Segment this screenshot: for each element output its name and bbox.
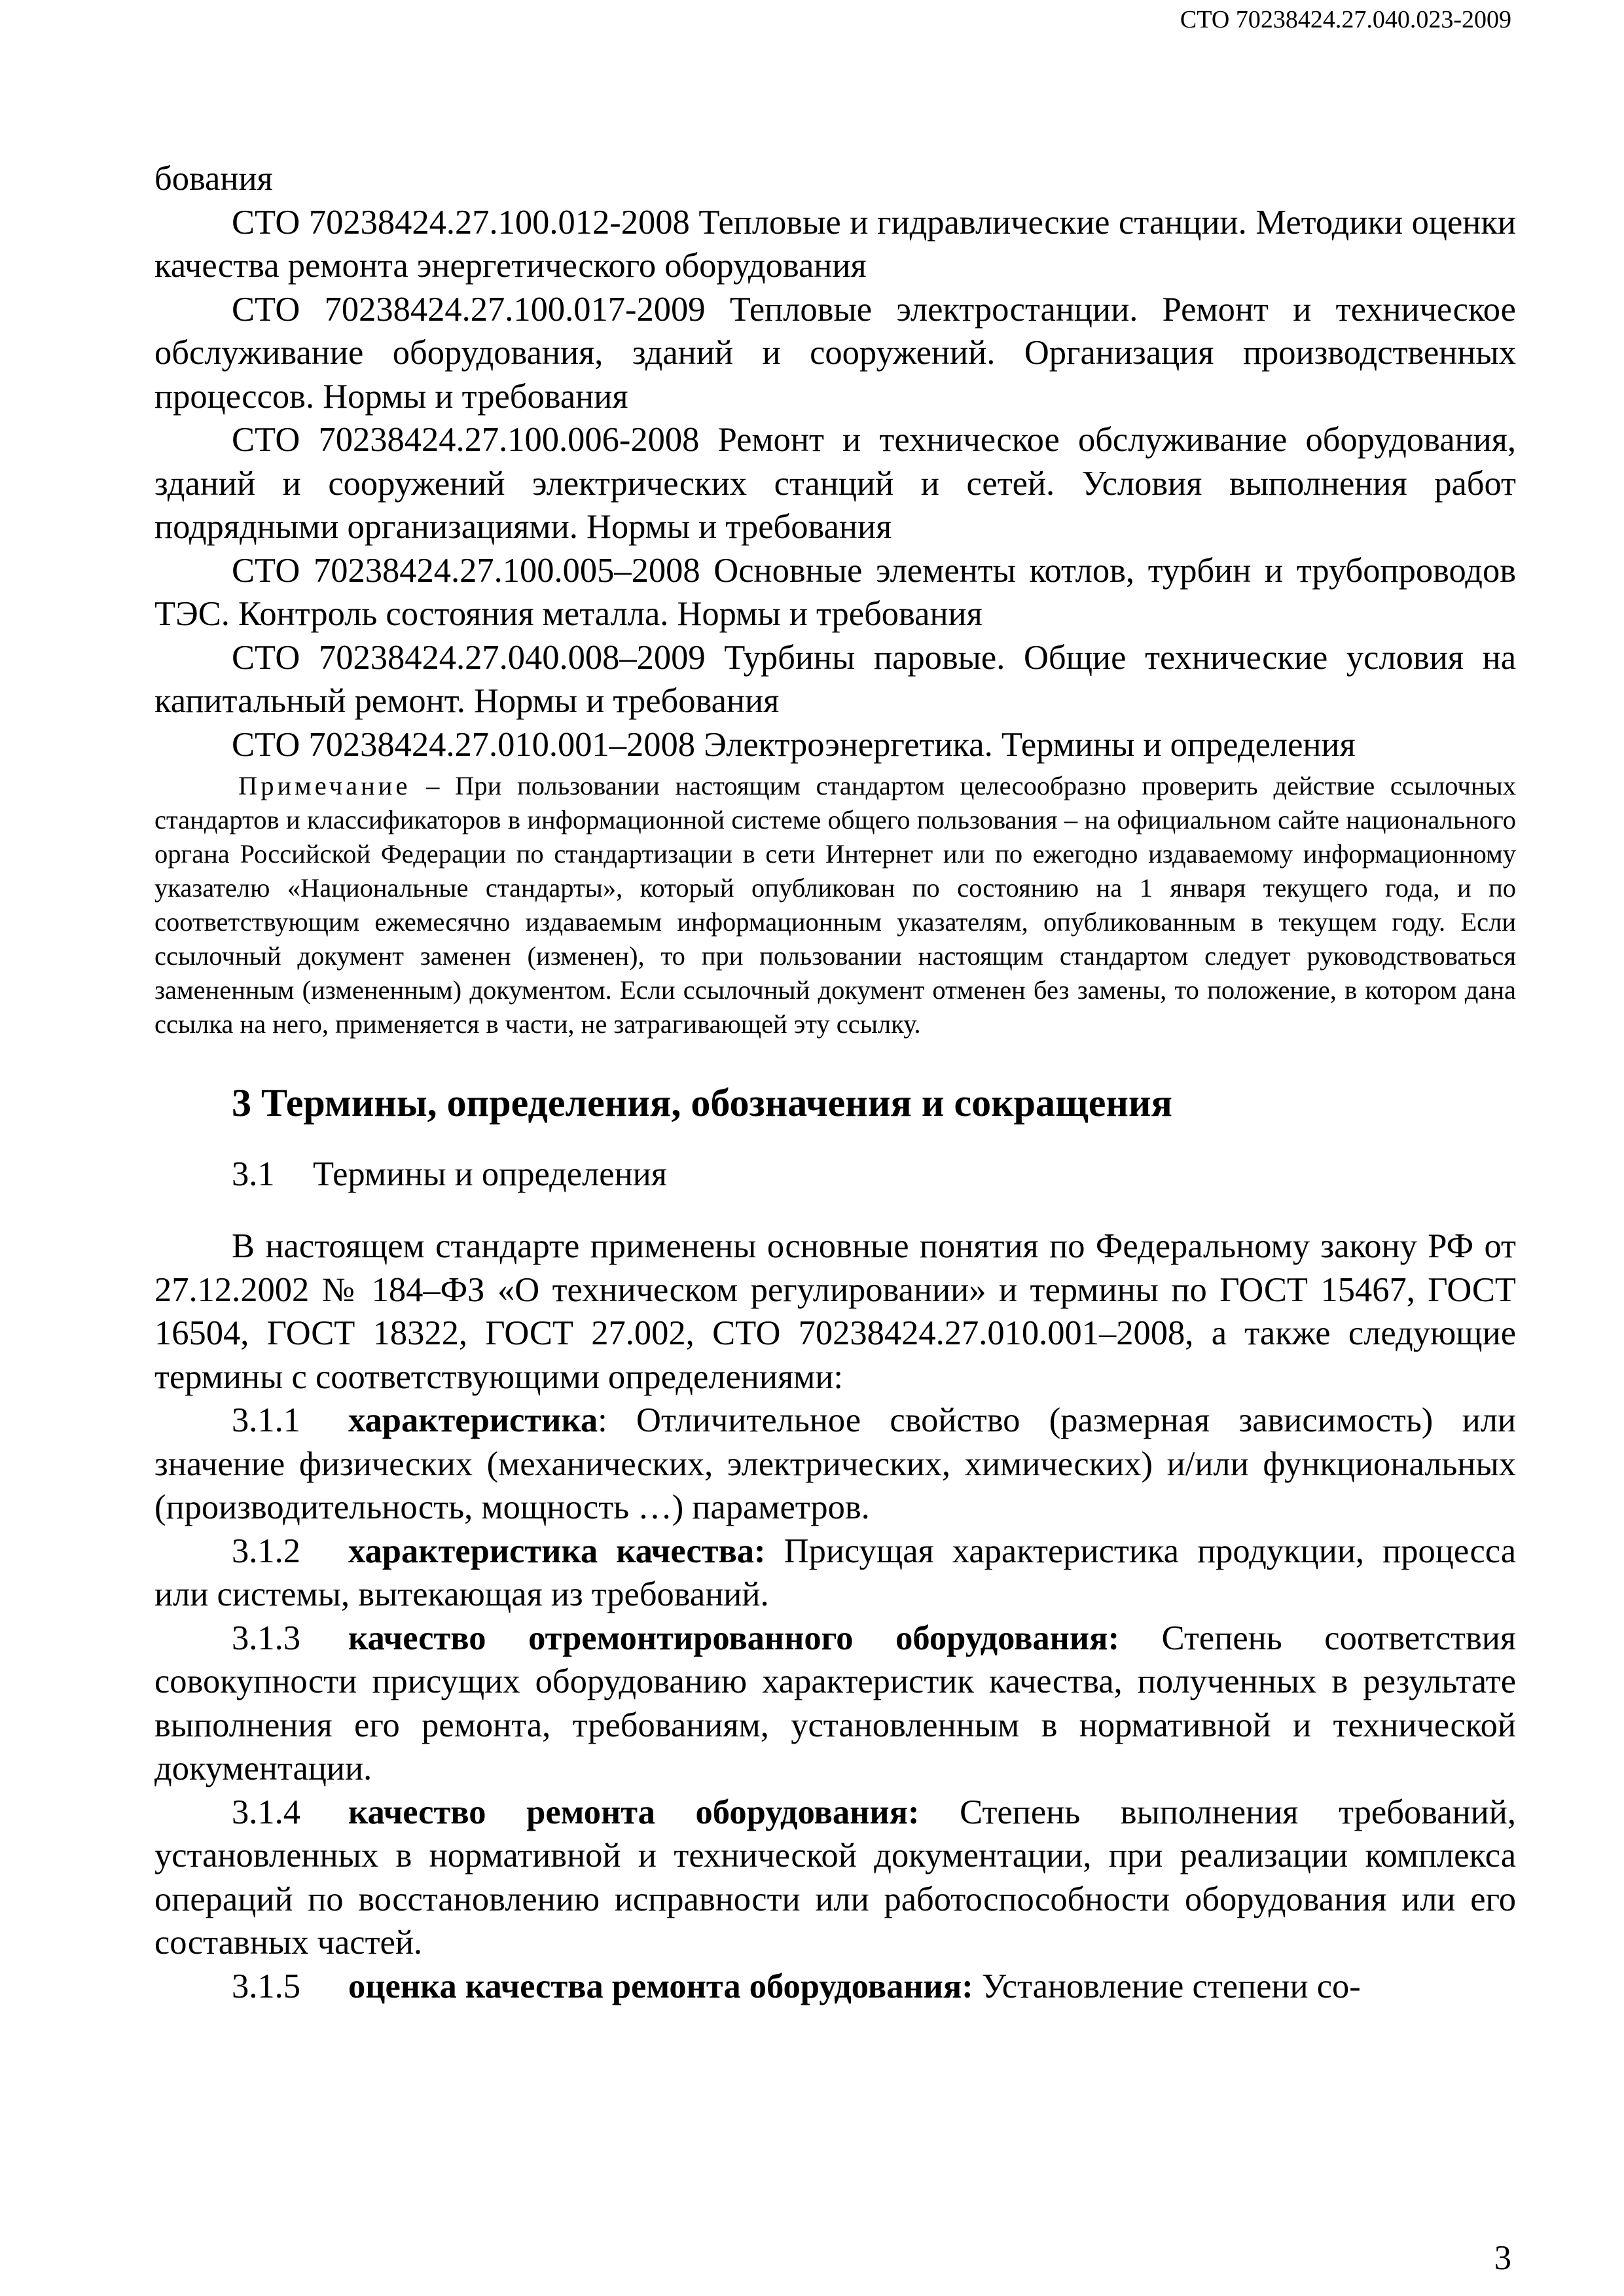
- term-name: качество отремонтированного оборудования:: [348, 1619, 1120, 1657]
- subsection-number: 3.1: [232, 1155, 275, 1193]
- term-number: 3.1.5: [232, 1967, 300, 2005]
- term-number: 3.1.4: [232, 1793, 300, 1831]
- document-code-header: СТО 70238424.27.040.023-2009: [1180, 6, 1511, 33]
- term-definition: [154, 1399, 1516, 1530]
- intro-paragraph: В настоящем стандарте применены основные понятия по Федеральному закону РФ от 27.12.2002 № 184–ФЗ «О техническом регулировании» и термины по ГОСТ 15467, ГОСТ 16504, ГОСТ 18322, ГОСТ 27.002, СТО 70238424.27.010.001–2008, а также следующие термины с соответствующими определениями:: [154, 1227, 1516, 1396]
- reference-item: СТО 70238424.27.100.012-2008 Тепловые и гидравлические станции. Методики оценки качества ремонта энергетического оборудования: [154, 203, 1516, 285]
- term-name: качество ремонта оборудования:: [348, 1793, 920, 1831]
- reference-item: СТО 70238424.27.040.008–2009 Турбины паровые. Общие технические условия на капитальный ремонт. Нормы и требования: [154, 638, 1516, 720]
- term-text: : Отличительное свойство (размерная зависимость) или значение физических (механических, электрических, химических) и/или функциональных (производительность, мощность …) параметров.: [154, 1401, 1516, 1526]
- reference-continuation: бования: [154, 160, 273, 198]
- term-number: 3.1.1: [232, 1401, 300, 1439]
- page-number: 3: [1494, 2239, 1511, 2277]
- term-name: характеристика качества:: [348, 1532, 766, 1570]
- term-number: 3.1.2: [232, 1532, 300, 1570]
- note-text: – При пользовании настоящим стандартом целесообразно проверить действие ссылочных стандартов и классификаторов в информационной системе общего пользования – на официальном сайте национального органа Российской Федерации по стандартизации в сети Интернет или по ежегодно издаваемому информационному указателю «Национальные стандарты», который опубликован по состоянию на 1 января текущего года, и по соответствующим ежемесячно издаваемым информационным указателям, опубликованным в текущем году. Если ссылочный документ заменен (изменен), то при пользовании настоящим стандартом следует руководствоваться замененным (измененным) документом. Если ссылочный документ отменен без замены, то положение, в котором дана ссылка на него, применяется в части, не затрагивающей эту ссылку.: [154, 771, 1516, 1039]
- term-definition: [154, 1530, 1516, 1617]
- page-content: [154, 157, 1516, 2008]
- term-text: Установление степени со-: [973, 1967, 1361, 2005]
- term-text: Степень выполнения требований, установленных в нормативной и технической документации, при реализации комплекса операций по восстановлению исправности или работоспособности оборудования или его составных частей.: [154, 1793, 1516, 1962]
- term-definition: [154, 1617, 1516, 1791]
- reference-item: СТО 70238424.27.010.001–2008 Электроэнергетика. Термины и определения: [232, 725, 1356, 764]
- section-heading: 3 Термины, определения, обозначения и сокращения: [232, 1081, 1172, 1124]
- term-text: Степень соответствия совокупности присущих оборудованию характеристик качества, полученных в результате выполнения его ремонта, требованиям, установленным в нормативной и технической документации.: [154, 1619, 1516, 1787]
- term-name: оценка качества ремонта оборудования:: [348, 1967, 973, 2005]
- reference-item: СТО 70238424.27.100.006-2008 Ремонт и техническое обслуживание оборудования, зданий и сооружений электрических станций и сетей. Условия выполнения работ подрядными организациями. Нормы и требования: [154, 421, 1516, 546]
- term-text: Присущая характеристика продукции, процесса или системы, вытекающая из требований.: [154, 1532, 1517, 1613]
- term-number: 3.1.3: [232, 1619, 300, 1657]
- term-definition: [154, 1791, 1516, 1965]
- term-name: характеристика: [348, 1401, 598, 1439]
- note-paragraph: [154, 769, 1516, 1041]
- note-label: Примечание: [238, 771, 411, 800]
- subsection-heading: [154, 1153, 1516, 1196]
- reference-item: СТО 70238424.27.100.017-2009 Тепловые электростанции. Ремонт и техническое обслуживание оборудования, зданий и сооружений. Организация производственных процессов. Нормы и требования: [154, 290, 1516, 416]
- subsection-title: Термины и определения: [313, 1155, 667, 1193]
- term-definition: [154, 1965, 1516, 2009]
- reference-item: СТО 70238424.27.100.005–2008 Основные элементы котлов, турбин и трубопроводов ТЭС. Контроль состояния металла. Нормы и требования: [154, 551, 1516, 633]
